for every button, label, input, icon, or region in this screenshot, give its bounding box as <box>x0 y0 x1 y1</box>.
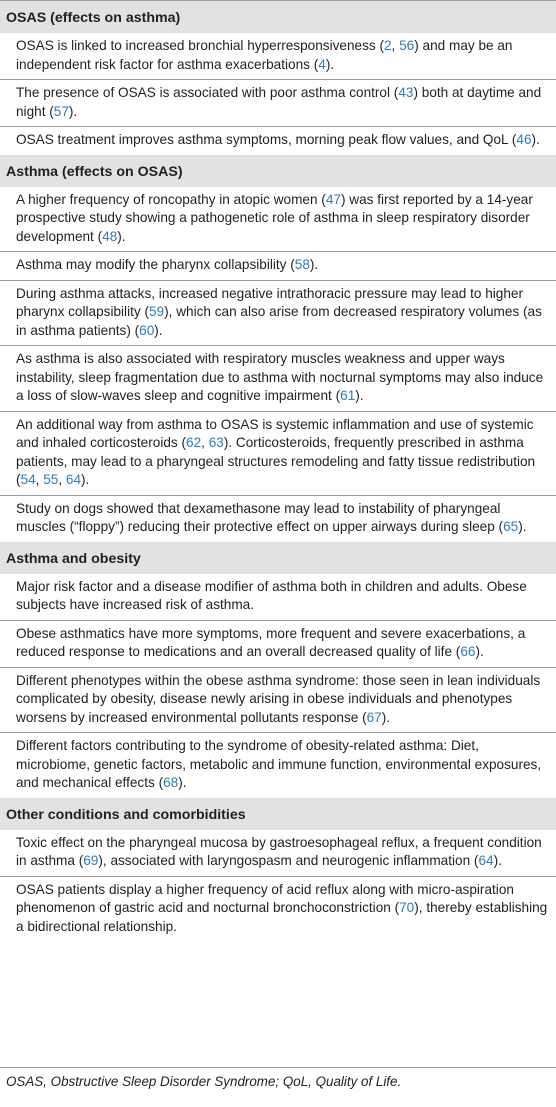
row-text: ). <box>325 56 335 72</box>
row-text: ) and may be an independent risk factor for asthma exacerbations ( <box>16 38 513 72</box>
table-row <box>0 495 556 542</box>
row-text: , <box>35 472 44 487</box>
section-header: Other conditions and comorbidities <box>0 798 556 830</box>
table-row <box>0 251 556 280</box>
row-text: ), associated with laryngospasm and neurogenic inflammation ( <box>98 853 479 868</box>
reference-link[interactable]: 47 <box>325 191 341 207</box>
row-text: ). Corticosteroids, frequently prescribed in asthma patients, may lead to a pharyngeal structures remodeling and fatty tissue redistribution ( <box>16 435 536 487</box>
row-text: During asthma attacks, increased negative intrathoracic pressure may lead to higher pharynx collapsibility ( <box>16 285 524 319</box>
section-header: Asthma and obesity <box>0 542 556 574</box>
row-text: ). <box>81 472 90 487</box>
table-row <box>0 126 556 155</box>
reference-link[interactable]: 68 <box>163 775 179 790</box>
row-text: ). <box>475 644 484 659</box>
table-row <box>0 79 556 126</box>
row-text: , <box>201 435 209 450</box>
row-text: ). <box>493 853 502 868</box>
reference-link[interactable]: 67 <box>366 709 382 725</box>
reference-link[interactable]: 64 <box>478 853 494 868</box>
row-text: ). <box>518 519 527 534</box>
table-row <box>0 876 556 942</box>
section-header: Asthma (effects on OSAS) <box>0 155 556 187</box>
row-text: The presence of OSAS is associated with poor asthma control ( <box>16 85 399 100</box>
row-text: As asthma is also associated with respiratory muscles weakness and upper ways instability, sleep fragmentation due to asthma with nocturnal symptoms may also induce a loss of slow-waves sleep and cognitive impairment ( <box>16 351 544 403</box>
table-row <box>0 732 556 798</box>
table-row <box>0 33 556 79</box>
row-text: ). <box>117 228 126 244</box>
row-text: ) was first reported by a 14-year prospective study showing a pathogenetic role of asthma in sleep respiratory disorder development ( <box>16 191 533 244</box>
row-text: , <box>58 472 66 487</box>
reference-link[interactable]: 55 <box>43 472 59 487</box>
reference-link[interactable]: 48 <box>102 228 118 244</box>
table-row <box>0 830 556 876</box>
table-row <box>0 345 556 411</box>
row-text: Obese asthmatics have more symptoms, more frequent and severe exacerbations, a reduced response to medications and an overall decreased quality of life ( <box>16 625 526 659</box>
row-text: ) both at daytime and night ( <box>16 85 542 119</box>
row-text: ). <box>178 775 187 790</box>
row-text: Study on dogs showed that dexamethasone may lead to instability of pharyngeal muscles (“floppy”) reducing their protective effect on upper airways during sleep ( <box>16 500 504 534</box>
table-row <box>0 187 556 252</box>
table-row <box>0 411 556 495</box>
table-row <box>0 280 556 346</box>
row-text: ). <box>381 709 391 725</box>
reference-link[interactable]: 57 <box>53 103 69 119</box>
row-text: Major risk factor and a disease modifier of asthma both in children and adults. Obese subjects have increased risk of asthma. <box>16 578 527 612</box>
table-row <box>0 574 556 620</box>
row-text: OSAS patients display a higher frequency of acid reflux along with micro-aspiration phenomenon of gastric acid and nocturnal bronchoconstriction ( <box>16 881 514 915</box>
row-text: , <box>391 38 400 53</box>
row-text: ), thereby establishing a bidirectional relationship. <box>16 900 548 934</box>
table-bottom-rule <box>0 1067 556 1068</box>
row-text: Asthma may modify the pharynx collapsibility ( <box>16 257 295 272</box>
row-text: ). <box>355 388 364 403</box>
row-text: ). <box>531 132 540 147</box>
row-text: OSAS treatment improves asthma symptoms, morning peak flow values, and QoL ( <box>16 132 517 147</box>
reference-link[interactable]: 56 <box>399 38 415 53</box>
row-text: ), which can also arise from decreased respiratory volumes (as in asthma patients) ( <box>16 304 542 338</box>
row-text: OSAS is linked to increased bronchial hyperresponsiveness ( <box>16 38 384 53</box>
table-row <box>0 667 556 733</box>
reference-link[interactable]: 63 <box>208 435 224 450</box>
row-text: ). <box>154 322 163 338</box>
row-text: A higher frequency of roncopathy in atopic women ( <box>16 191 326 207</box>
row-text: Different factors contributing to the syndrome of obesity-related asthma: Diet, microbiome, genetic factors, metabolic and immune function, environmental exposures, and mechanical effects ( <box>16 738 542 790</box>
row-text: ). <box>68 103 78 119</box>
row-text: ). <box>309 257 319 272</box>
table-row <box>0 620 556 667</box>
reference-link[interactable]: 60 <box>139 322 155 338</box>
table-footnote: OSAS, Obstructive Sleep Disorder Syndrome; QoL, Quality of Life. <box>6 1074 402 1089</box>
reference-link[interactable]: 43 <box>398 85 414 100</box>
reference-link[interactable]: 61 <box>340 388 356 403</box>
reference-link[interactable]: 4 <box>318 56 326 72</box>
row-text: An additional way from asthma to OSAS is systemic inflammation and use of systemic and inhaled corticosteroids ( <box>16 416 534 450</box>
section-header: OSAS (effects on asthma) <box>0 1 556 33</box>
row-text: Toxic effect on the pharyngeal mucosa by gastroesophageal reflux, a frequent condition in asthma ( <box>16 834 542 868</box>
reference-link[interactable]: 65 <box>503 519 519 534</box>
row-text: Different phenotypes within the obese asthma syndrome: those seen in lean individuals complicated by obesity, disease newly arising in obese individuals and phenotypes worsens by increased environmental pollutants response ( <box>16 672 541 725</box>
reference-link[interactable]: 69 <box>83 853 99 868</box>
reference-link[interactable]: 70 <box>399 900 415 915</box>
reference-link[interactable]: 64 <box>65 472 82 487</box>
reference-link[interactable]: 59 <box>148 304 165 319</box>
reference-link[interactable]: 46 <box>516 132 532 147</box>
reference-link[interactable]: 54 <box>20 472 36 487</box>
reference-link[interactable]: 2 <box>383 38 392 53</box>
reference-link[interactable]: 66 <box>460 644 476 659</box>
reference-link[interactable]: 58 <box>294 257 310 272</box>
reference-link[interactable]: 62 <box>186 435 202 450</box>
